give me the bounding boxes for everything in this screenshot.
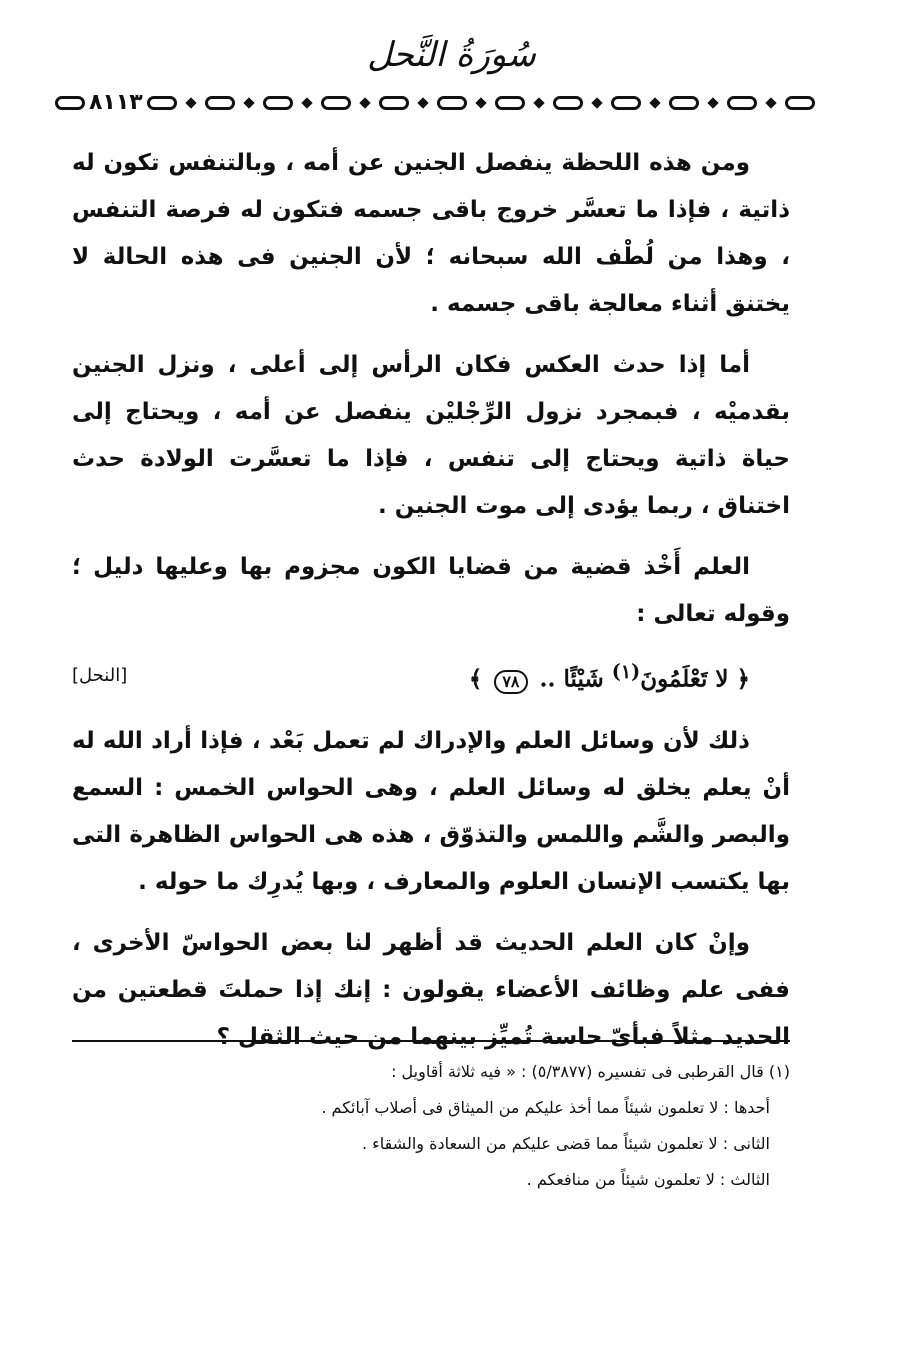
chain-dot-ornament (359, 97, 370, 108)
paragraph: وإنْ كان العلم الحديث قد أظهر لنا بعض الحواسّ الأخرى ، ففى علم وظائف الأعضاء يقولون : إنك إذا حملتَ قطعتين من الحديد مثلاً فبأىّ حاسة تُميِّز بينهما من حيث الثقل ؟ (72, 929, 790, 1050)
paragraph: العلم أَخْذ قضية من قضايا الكون مجزوم بها وعليها دليل ؛ وقوله تعالى : (72, 554, 790, 627)
footnote-line: الثالث : لا تعلمون شيئاً من منافعكم . (526, 1170, 770, 1189)
chain-dot-ornament (301, 97, 312, 108)
chain-dot-ornament (417, 97, 428, 108)
paragraph: أما إذا حدث العكس فكان الرأس إلى أعلى ، ونزل الجنين بقدميْه ، فبمجرد نزول الرِّجْليْن ينفصل عن أمه ، ويحتاج إلى حياة ذاتية ويحتاج إلى تنفس ، فإذا ما تعسَّرت الولادة حدث اختناق ، ربما يؤدى إلى موت الجنين . (72, 352, 790, 519)
chain-dot-ornament (649, 97, 660, 108)
main-text (72, 140, 790, 1075)
footnote-mark: (١) (611, 660, 641, 683)
footnote-line: (١) قال القرطبى فى تفسيره (٥/٣٨٧٧) : « فيه ثلاثة أقاويل : (391, 1062, 790, 1081)
chain-dot-ornament (707, 97, 718, 108)
chain-link-ornament (205, 96, 235, 110)
chain-link-ornament (669, 96, 699, 110)
chain-link-ornament (553, 96, 583, 110)
surah-title: سُورَةُ النَّحل (367, 35, 536, 75)
footnote-line: أحدها : لا تعلمون شيئاً مما أخذ عليكم من الميثاق فى أصلاب آبائكم . (321, 1098, 770, 1117)
verse-text-continued: شَيْئًا .. (539, 665, 604, 693)
footnote-divider (72, 1040, 790, 1042)
verse-open-bracket: ﴿ (736, 665, 750, 693)
paragraph: ومن هذه اللحظة ينفصل الجنين عن أمه ، وبالتنفس تكون له ذاتية ، فإذا ما تعسَّر خروج باقى جسمه فتكون له فرصة التنفس ، وهذا من لُطْف الله سبحانه ؛ لأن الجنين فى هذه الحالة لا يختنق أثناء معالجة باقى جسمه . (72, 150, 790, 317)
chain-link-ornament (263, 96, 293, 110)
verse-close-bracket: ﴾ (468, 665, 483, 693)
chain-link-ornament (495, 96, 525, 110)
paragraph: ذلك لأن وسائل العلم والإدراك لم تعمل بَعْد ، فإذا أراد الله له أنْ يعلم يخلق له وسائل العلم ، وهى الحواس الخمس : السمع والبصر والشَّم واللمس والتذوّق ، هذه هى الحواس الظاهرة التى بها يكتسب الإنسان العلوم والمعارف ، وبها يُدرِك ما حوله . (72, 727, 790, 895)
chain-dot-ornament (533, 97, 544, 108)
quran-verse (469, 652, 790, 700)
chain-link-ornament (147, 96, 177, 110)
header-chain-ornament (55, 89, 815, 117)
chain-dot-ornament (243, 97, 254, 108)
chain-links (147, 89, 815, 117)
footnote-line: الثانى : لا تعلمون شيئاً مما قضى عليكم من السعادة والشقاء . (362, 1134, 770, 1153)
chain-link-ornament (611, 96, 641, 110)
chain-link-ornament (55, 96, 85, 110)
chain-link-ornament (727, 96, 757, 110)
chain-dot-ornament (765, 97, 776, 108)
verse-text: لا تَعْلَمُونَ (640, 665, 729, 693)
chain-link-ornament (785, 96, 815, 110)
chain-dot-ornament (185, 97, 196, 108)
chain-dot-ornament (475, 97, 486, 108)
chain-link-ornament (379, 96, 409, 110)
verse-reference: [النحل] (72, 664, 128, 686)
chain-link-ornament (321, 96, 351, 110)
verse-number: ٧٨ (494, 670, 527, 694)
footnotes (180, 1054, 790, 1198)
page-number: ٨١١٣ (89, 90, 143, 115)
chain-dot-ornament (591, 97, 602, 108)
chain-link-ornament (437, 96, 467, 110)
quran-verse-line (72, 652, 790, 700)
